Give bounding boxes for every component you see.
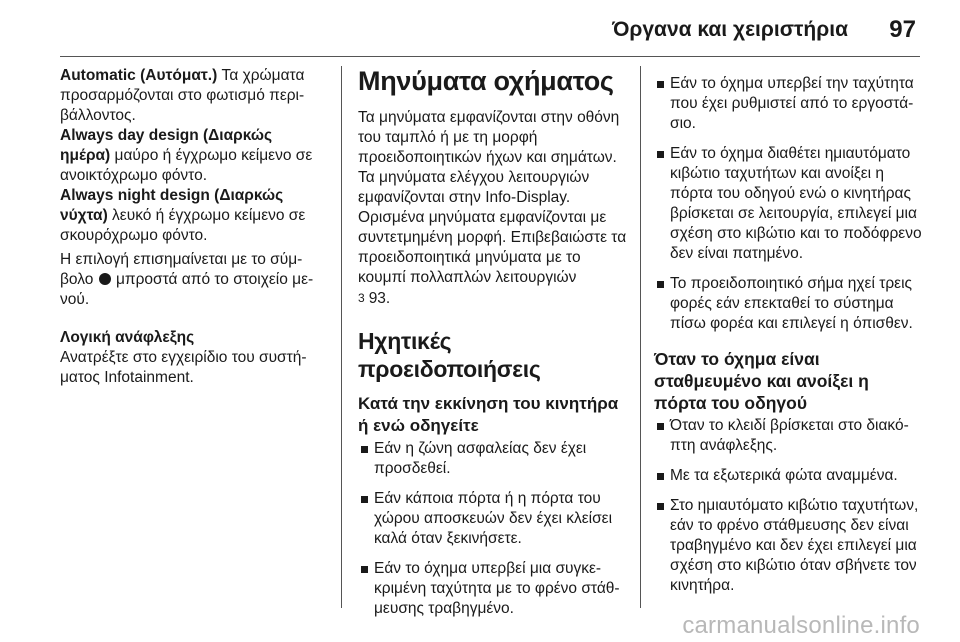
- column-divider-left: [341, 66, 342, 608]
- list-item: Το προειδοποιητικό σήμα ηχεί τρεις φορές εάν επεκταθεί το σύστημα πίσω φορέα και επιλεγεί η όπισθεν.: [654, 274, 926, 334]
- list-item: Με τα εξωτερικά φώτα αναμμένα.: [654, 466, 926, 486]
- night-design-paragraph: [60, 186, 322, 246]
- selected-dot-icon: [99, 273, 111, 285]
- vehicle-messages-title: Μηνύματα οχήματος: [358, 66, 614, 96]
- ignition-logic-text: Ανατρέξτε στο εγχειρίδιο του συστήματος Infotainment.: [60, 349, 307, 386]
- automatic-label: Automatic (Αυτόματ.): [60, 67, 218, 84]
- left-column: [60, 66, 322, 388]
- parked-door-heading: Όταν το όχημα είναι σταθμευμένο και ανοίξει η πόρτα του οδηγού: [654, 349, 869, 413]
- audible-warnings-title: Ηχητικές προειδοποιήσεις: [358, 328, 541, 382]
- page-reference-icon: 3: [358, 291, 365, 305]
- page-header: [0, 0, 960, 60]
- day-design-description: μαύρο ή έγχρωμο κείμενο σε ανοικτόχρωμο φόντο.: [60, 147, 313, 184]
- list-item: Εάν η ζώνη ασφαλείας δεν έχει προσδεθεί.: [358, 439, 630, 479]
- list-item: Εάν το όχημα υπερβεί την ταχύτητα που έχει ρυθμιστεί από το εργοστάσιο.: [654, 74, 926, 134]
- right-column: [654, 74, 926, 596]
- automatic-paragraph: [60, 66, 322, 126]
- night-design-description: λευκό ή έγχρωμο κείμενο σε σκουρόχρωμο φόντο.: [60, 207, 306, 244]
- day-design-paragraph: [60, 126, 322, 186]
- header-divider: [60, 56, 920, 57]
- selection-note: Η επιλογή επισημαίνεται με το σύμβολο μπροστά από το στοιχείο μενού.: [60, 251, 314, 308]
- list-item: Εάν το όχημα υπερβεί μια συγκεκριμένη ταχύτητα με το φρένο στάθμευσης τραβηγμένο.: [358, 559, 630, 619]
- middle-column: [358, 60, 630, 619]
- list-item: Στο ημιαυτόματο κιβώτιο ταχυτήτων, εάν το φρένο στάθμευσης δεν είναι τραβηγμένο και δεν έχει επιλεγεί μια σχέση στο κιβώτιο όταν σβήνετε τον κινητήρα.: [654, 496, 926, 596]
- list-item: Όταν το κλειδί βρίσκεται στο διακόπτη ανάφλεξης.: [654, 416, 926, 456]
- list-item: Εάν το όχημα διαθέτει ημιαυτόματο κιβώτιο ταχυτήτων και ανοίξει η πόρτα του οδηγού ενώ ο κινητήρας βρίσκεται σε λειτουργία, επιλεγεί μια σχέση στο κιβώτιο και το ποδόφρενο δεν είναι πατημένο.: [654, 144, 926, 264]
- page-reference[interactable]: 93.: [368, 290, 391, 307]
- engine-start-subtitle: Κατά την εκκίνηση του κινητήρα ή ενώ οδηγείτε: [358, 394, 619, 435]
- ignition-logic-heading: Λογική ανάφλεξης: [60, 329, 195, 346]
- page-number: 97: [889, 16, 916, 43]
- automatic-description: Τα χρώματα προσαρμόζονται στο φωτισμό περιβάλλοντος.: [60, 67, 305, 124]
- vehicle-messages-intro: Τα μηνύματα εμφανίζονται στην οθόνη του ταμπλό ή με τη μορφή προειδοποιητικών ήχων και σημάτων. Τα μηνύματα ελέγχου λειτουργιών εμφανίζονται στην Info-Display. Ορισμένα μηνύματα εμφανίζονται με συντετμημένη μορφή. Επιβεβαιώστε τα προειδοποιητικά μηνύματα με το κουμπί πολλαπλών λειτουργιών 3 93.: [358, 109, 627, 307]
- list-item: Εάν κάποια πόρτα ή η πόρτα του χώρου αποσκευών δεν έχει κλείσει καλά όταν ξεκινήσετε.: [358, 489, 630, 549]
- day-design-label: Always day design (Διαρκώς ημέρα): [60, 127, 273, 164]
- chapter-title: Όργανα και χειριστήρια: [612, 18, 848, 41]
- column-divider-right: [640, 66, 641, 608]
- watermark: carmanualsonline.info: [682, 612, 920, 639]
- night-design-label: Always night design (Διαρκώς νύχτα): [60, 187, 284, 224]
